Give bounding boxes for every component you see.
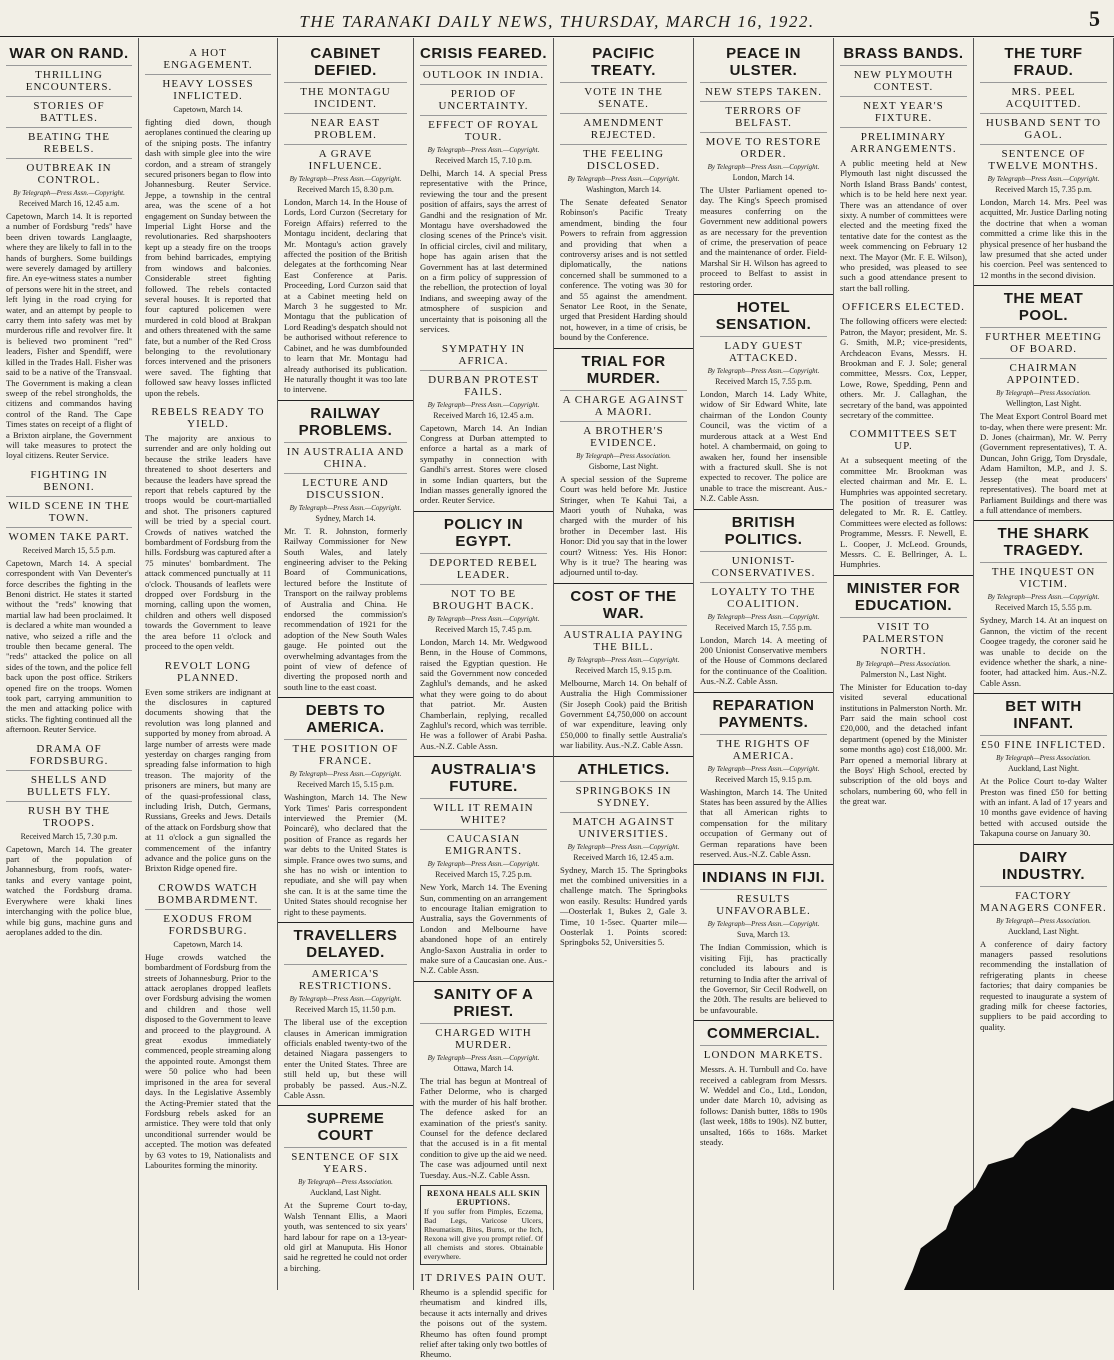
column-rule — [278, 922, 413, 923]
article-headline: CABINET DEFIED. — [310, 45, 381, 79]
sub-headline: SHELLS AND BULLETS FLY. — [6, 770, 132, 798]
article — [980, 520, 1107, 688]
dateline: Auckland, Last Night. — [309, 1188, 382, 1198]
article-body: The trial has begun at Montreal of Father Delorme, who is charged with the murder of his half brother. The defence asked for an examination of the priest's sanity. Counsel for the defence declared that the accused is in a fit mental condition to give up the aid we need. The case was adjourned until next Tuesday. Aus.-N.Z. Cable Assn. — [420, 1075, 547, 1180]
sub-headline: FURTHER MEETING OF BOARD. — [980, 327, 1107, 355]
article — [284, 922, 407, 1100]
article-headline: DAIRY INDUSTRY. — [1001, 848, 1086, 883]
article-body: Capetown, March 14. A special correspondent with Van Deventer's force describes the fighting in the Benoni district. He states it started without the "reds" knowing that martial law had been proclaimed. It is declared a white man wounded a native, who seized a rifle and the trouble then became general. The "reds" attacked the police on all sides of the town, and the police fell back upon the post office. Strikers opened fire on the troops. Women took part, carrying ammunition to the men and attacking police with sticks. The fighting continued all the afternoon. Reuter Service. — [6, 557, 132, 735]
article — [145, 403, 271, 652]
wire-credit: By Telegraph—Press Assn.—Copyright. — [707, 920, 820, 929]
column-1 — [0, 38, 139, 1290]
sub-headline: OUTBREAK IN CONTROL. — [6, 158, 132, 186]
sub-headline: SYMPATHY IN AFRICA. — [441, 342, 526, 367]
article — [700, 864, 827, 1015]
article-body: Messrs. A. H. Turnbull and Co. have received a cablegram from Messrs. W. Weddel and Co., Ltd., London, under date March 10, advising as follows: Danish butter, 188s to 190s (last week, 188s to 190s). NZ butter, unsalted, 166s to 168s. Market steady. — [700, 1064, 827, 1148]
column-8 — [974, 38, 1114, 1290]
article-headline: SANITY OF A PRIEST. — [433, 985, 534, 1020]
dateline: London, March 14. — [732, 173, 795, 182]
article-headline: WAR ON RAND. — [9, 45, 129, 62]
sub-headline: IN AUSTRALIA AND CHINA. — [284, 442, 407, 470]
sub-headline: EXODUS FROM FORDSBURG. — [145, 909, 271, 937]
sub-headline: AMERICA'S RESTRICTIONS. — [284, 964, 407, 992]
article — [420, 756, 547, 976]
column-rule — [834, 575, 973, 576]
column-rule — [554, 583, 693, 584]
sub-headline: RUSH BY THE TROOPS. — [6, 801, 132, 829]
sub-headline: LONDON MARKETS. — [700, 1045, 827, 1061]
column-7 — [834, 38, 974, 1290]
article-headline: TRAVELLERS DELAYED. — [293, 927, 398, 962]
article-body: The Meat Export Control Board met to-day, when there were present: Mr. D. Jones (chairman), Mr. W. Perry (Government representatives), T. A. Duncan, John Grigg, Tom Drysdale, Adam Hamilton, M.P., and J. S. Jessep (the meat producers' representatives). The board met at Parliament Buildings and there was a full attendance of members. — [980, 411, 1107, 515]
sub-headline: OFFICERS ELECTED. — [842, 301, 965, 314]
dateline: Received March 15, 7.45 p.m. — [435, 624, 532, 634]
sub-headline: VOTE IN THE SENATE. — [560, 82, 687, 110]
sub-headline: NOT TO BE BROUGHT BACK. — [420, 584, 547, 612]
article — [284, 697, 407, 917]
dateline: Capetown, March 14. — [173, 105, 243, 114]
article — [145, 44, 271, 398]
advertisement-text: If you suffer from Pimples, Eczema, Bad Legs, Varicose Ulcers, Rheumatism, Bites, Burns, or the Itch, Rexona will give you prompt relief. Of all chemists and stores. Obtainable everywhere. — [424, 1206, 543, 1261]
dateline: Received March 15, 5.5 p.m. — [22, 545, 116, 555]
newspaper-title: THE TARANAKI DAILY NEWS, THURSDAY, MARCH 16, 1922. — [299, 12, 815, 31]
dateline: Wellington, Last Night. — [1005, 399, 1082, 409]
article-headline: AUSTRALIA'S FUTURE. — [430, 761, 537, 796]
article-headline: THE SHARK TRAGEDY. — [997, 525, 1090, 560]
dateline: Received March 16, 12.45 a.m. — [18, 199, 120, 208]
column-rule — [278, 697, 413, 698]
article — [284, 45, 407, 395]
dateline: Sydney, March 14. — [315, 513, 376, 523]
column-rule — [278, 1105, 413, 1106]
sub-headline: A GRAVE INFLUENCE. — [284, 144, 407, 172]
column-rule — [974, 844, 1113, 845]
dateline: Received March 15, 9.15 p.m. — [715, 774, 812, 784]
sub-headline: REBELS READY TO YIELD. — [151, 405, 265, 430]
sub-headline: A BROTHER'S EVIDENCE. — [560, 421, 687, 449]
article-body: Capetown, March 14. The greater part of the population of Johannesburg, from roofs, water-tanks and every vantage point, watched the Fordsburg drama. Everywhere were khaki lines interchanging with the police blue, while big guns, machine guns and aeroplanes added to the din. — [6, 843, 132, 937]
article-body: A public meeting held at New Plymouth last night discussed the North Island Brass Bands' contest, which is to be held here next year. There was an attendance of over sixty. A number of committees were elected and the meeting fixed the tentative date for the contest as the week commencing on February 12 next. The Mayor (Mr. F. E. Wilson), who presided, was pleased to see such a good attendance present to start the ball rolling. — [840, 158, 967, 293]
dateline: Received March 15, 11.50 p.m. — [295, 1005, 396, 1015]
article-body: At the Police Court to-day Walter Preston was fined £50 for betting with an infant. A lad of 17 years and 10 months gave evidence of having betted with accused outside the Takapuna course on January 30. — [980, 776, 1107, 839]
sub-headline: OUTLOOK IN INDIA. — [420, 65, 547, 81]
sub-headline: WILL IT REMAIN WHITE? — [420, 798, 547, 826]
sub-headline: RESULTS UNFAVORABLE. — [700, 889, 827, 917]
sub-headline: MOVE TO RESTORE ORDER. — [700, 132, 827, 160]
sub-headline: SPRINGBOKS IN SYDNEY. — [560, 781, 687, 809]
article-body: Washington, March 14. The United States has been assured by the Allies that all American rights to compensation for the military occupation of Germany out of German reparations have been reserved. Aus.-N.Z. Cable Assn. — [700, 786, 827, 859]
dateline: Capetown, March 14. — [173, 939, 243, 949]
sub-headline: DEPORTED REBEL LEADER. — [420, 553, 547, 581]
dateline: Washington, March 14. — [586, 185, 661, 194]
sub-headline: TERRORS OF BELFAST. — [700, 101, 827, 129]
sub-headline: REVOLT LONG PLANNED. — [164, 659, 252, 684]
dateline: Received March 15, 8.30 p.m. — [297, 185, 394, 194]
article — [840, 425, 967, 569]
sub-headline: THE POSITION OF FRANCE. — [284, 739, 407, 767]
article — [700, 509, 827, 687]
masthead — [0, 0, 1114, 37]
sub-headline: THE INQUEST ON VICTIM. — [980, 562, 1107, 590]
sub-headline: THE MONTAGU INCIDENT. — [284, 82, 407, 110]
sub-headline: HEAVY LOSSES INFLICTED. — [145, 74, 271, 102]
dateline: Auckland, Last Night. — [1007, 764, 1080, 774]
article-headline: ATHLETICS. — [577, 760, 670, 778]
article — [980, 285, 1107, 515]
dateline: Ottawa, March 14. — [453, 1063, 514, 1073]
sub-headline: AUSTRALIA PAYING THE BILL. — [560, 625, 687, 653]
dateline: Received March 15, 7.55 p.m. — [715, 377, 812, 387]
column-2 — [139, 38, 278, 1290]
sub-headline: FIGHTING IN BENONI. — [30, 468, 108, 493]
dateline: Auckland, Last Night. — [1007, 926, 1080, 936]
article — [420, 1269, 547, 1360]
article-body: London, March 14. Mr. Wedgwood Benn, in the House of Commons, raised the Egyptian question. He said the Government now conceded Zaghlul's demands, and he asked what they were going to do about that patriot. Mr. Austen Chamberlain, replying, recalled Zaghlul's record, which was terrible. He was a follower of Arabi Pasha. Aus.-N.Z. Cable Assn. — [420, 636, 547, 751]
article — [840, 575, 967, 807]
article-body: At the Supreme Court to-day, Walsh Tennant Ellis, a Maori youth, was sentenced to six years' hard labour for rape on a 13-year-old girl at Manuputa. His Honor said he regretted he could not order a birching. — [284, 1200, 407, 1273]
dateline: Received March 15, 9.15 p.m. — [575, 665, 672, 675]
sub-headline: CAUCASIAN EMIGRANTS. — [420, 829, 547, 857]
article — [284, 400, 407, 693]
sub-headline: A HOT ENGAGEMENT. — [163, 47, 253, 71]
column-rule — [414, 981, 553, 982]
article-body: The majority are anxious to surrender and are only holding out because the strike leaders have threatened to shoot deserters and because the leaders have spread the report that rebels captured by the troops would be court-martialled and shot. The prisoners captured will be tried by a special court. Crowds of natives watched the bombardment of Fordsburg from the hills. Fordsburg was captured after a 75 minutes' bombardment. The attack commenced punctually at 11 o'clock. Thousands of leaflets were dropped over Fordsburg in the morning, calling upon the women, children and others well disposed towards the Government to leave the area before 11 o'clock and proceed to the open veldt. — [145, 432, 271, 652]
article-body: London, March 14. In the House of Lords, Lord Curzon (Secretary for Foreign Affairs) referred to the Montagu incident, declaring that Mr. Montagu's action gravely affected the position of the British delegates at the forthcoming Near East Conference at Paris. Proceeding, Lord Curzon said that at a Cabinet meeting held on March 3 he suggested to Mr. Montagu that the publication of Lord Reading's despatch should not be authorised without reference to Cabinet, and he was dumbfounded to learn that Mr. Montagu had already authorised its publication. He naturally thought it was too late to intervene. — [284, 197, 407, 395]
sub-headline: NEAR EAST PROBLEM. — [284, 113, 407, 141]
sub-headline: CHAIRMAN APPOINTED. — [980, 358, 1107, 386]
page-number: 5 — [1089, 6, 1100, 31]
article-body: London, March 14. Lady White, widow of Sir Edward White, late chairman of the London County Council, was the victim of a murderous attack at a West End hotel. A chambermaid, on going to awaken her, found her insensible with a fractured skull. She is not expected to recover. The police are unable to trace the miscreant. Aus.-N.Z. Cable Assn. — [700, 389, 827, 504]
article — [560, 756, 687, 948]
article-headline: BET WITH INFANT. — [1005, 698, 1082, 733]
sub-headline: BEATING THE REBELS. — [6, 127, 132, 155]
article-headline: TRIAL FOR MURDER. — [581, 352, 666, 387]
sub-headline: MRS. PEEL ACQUITTED. — [980, 82, 1107, 110]
article-body: The Ulster Parliament opened to-day. The King's Speech promised measures conferring on the Government new additional powers as are necessary for the prevention of crime, the preservation of peace and the maintenance of order. Field-Marshal Sir H. Wilson has agreed to proceed to Belfast to assist in restoring order. — [700, 185, 827, 289]
article — [560, 348, 687, 578]
article — [420, 511, 547, 751]
article-body: Melbourne, March 14. On behalf of Australia the High Commissioner (Sir Joseph Cook) paid the British Government £4,750,000 on account of war expenditure, leaving only £50,000 to finally settle Australia's war liability. Aus.-N.Z. Cable Assn. — [560, 677, 687, 751]
article-headline: HOTEL SENSATION. — [715, 299, 812, 334]
wire-credit: By Telegraph—Press Assn.—Copyright. — [567, 655, 680, 664]
sub-headline: VISIT TO PALMERSTON NORTH. — [840, 617, 967, 657]
wire-credit: By Telegraph—Press Assn.—Copyright. — [289, 503, 402, 512]
sub-headline: IT DRIVES PAIN OUT. — [420, 1271, 547, 1284]
wire-credit: By Telegraph—Press Association. — [298, 1178, 393, 1187]
article-body: Even some strikers are indignant at the disclosures in captured documents showing that the revolution was long planned and supported by money from abroad. A large number of arrests were made yesterday on charges ranging from spreading false information to high treason. The majority of the prisoners are miners, but many are of the quasi-professional class, including Irish, Dutch, Germans, Russians, Greeks and Jews. Details of the attack on Fordsburg show that at 11 o'clock a gun signalled the commencement of the infantry advance and the police guns on the Brixton Ridge opened fire. — [145, 686, 271, 874]
column-4 — [414, 38, 554, 1360]
wire-credit: By Telegraph—Press Assn.—Copyright. — [707, 764, 820, 773]
wire-credit: By Telegraph—Press Assn.—Copyright. — [13, 189, 125, 197]
sub-headline: THE FEELING DISCLOSED. — [560, 144, 687, 172]
sub-headline: EFFECT OF ROYAL TOUR. — [420, 115, 547, 143]
article-headline: THE TURF FRAUD. — [1004, 45, 1083, 79]
column-rule — [974, 520, 1113, 521]
sub-headline: HUSBAND SENT TO GAOL. — [980, 113, 1107, 141]
article — [6, 740, 132, 938]
article-body: Delhi, March 14. A special Press representative with the Prince, reviewing the tour and the present position of affairs, says the arrest of Gandhi and the resignation of Mr. Montagu have overshadowed the closing scenes of the Prince's visit. In official circles, civil and military, hope has again arisen that the Government has at last determined on a firm policy of suppression of the rebellion, the protection of loyal Indians, and sweeping away of the atmosphere of suspicion and uncertainty that is poisoning all the services. — [420, 168, 547, 335]
article-body: London, March 14. Mrs. Peel was acquitted, Mr. Justice Darling noting the doctrine that when a woman committed a crime like this in the physical presence of her husband the law presumed that she acted under his coercion. Peel was sentenced to 12 months in the second division. — [980, 197, 1107, 280]
article — [560, 45, 687, 343]
wire-credit: By Telegraph—Press Assn.—Copyright. — [987, 593, 1100, 602]
sub-headline: DURBAN PROTEST FAILS. — [420, 370, 547, 398]
sub-headline: DRAMA OF FORDSBURG. — [29, 742, 109, 767]
sub-headline: CHARGED WITH MURDER. — [420, 1023, 547, 1051]
article-body: fighting died down, though aeroplanes continued the clearing up of the sniping posts. The infantry dash with simple glee into the wire cordon, and a stream of strangely secured prisoners began to flow into Johannesburg. Reuter Service. Jeppe, a township in the central area, was the scene of a hot engagement on Sunday between the Imperial Light Horse and the revolutionaries. Red sharpshooters kept up a steady fire on the troops from behind barricades, emptying from windows and balconies. Considerable street fighting followed. The rebels contacted several houses. It is reported that four captured policemen were murdered in cold blood at Brakpan and others threatened with the same fate, but a number of the Red Cross belonging to the revolutionary forces intervened and the prisoners were saved. The fighting that followed saw heavy losses inflicted upon the rebels. — [145, 117, 271, 398]
article — [6, 466, 132, 735]
dateline: Received March 16, 12.45 a.m. — [433, 410, 534, 420]
dateline: Received March 15, 7.10 p.m. — [435, 156, 532, 165]
sub-headline: SENTENCE OF SIX YEARS. — [284, 1147, 407, 1175]
article-body: A conference of dairy factory managers passed resolutions recommending the installation of refrigerating plants in cheese factories; that dairy companies be requested to inaugurate a system of grading milk for cheese factories, suppliers to be paid according to quality. — [980, 938, 1107, 1032]
article-body: Washington, March 14. The New York Times' Paris correspondent interviewed the Premier (M. Poincaré), who declared that the position of France as regards her war debts to the United States is simple. France owes two sums, and she has no wish or intention to repudiate, and she will pay when she can. It is at the same time the United States should recognise her right to these payments. — [284, 792, 407, 917]
sub-headline: LADY GUEST ATTACKED. — [700, 336, 827, 364]
sub-headline: AMENDMENT REJECTED. — [560, 113, 687, 141]
wire-credit: By Telegraph—Press Association. — [996, 389, 1091, 398]
wire-credit: By Telegraph—Press Assn.—Copyright. — [567, 842, 680, 851]
article-headline: DEBTS TO AMERICA. — [305, 702, 386, 737]
article-body: At a subsequent meeting of the committee Mr. Brookman was elected chairman and Mr. E. L. Humphries was appointed secretary. The position of treasurer was delegated to Mr. R. E. Cattley. Committees were elected as follows: Programme, Messrs. F. Newell, E. L. Cooper, J. McLeod. Grounds, Messrs. C. E. Bellringer, A. L. Humphries. — [840, 455, 967, 570]
article — [840, 45, 967, 293]
wire-credit: By Telegraph—Press Assn.—Copyright. — [289, 175, 402, 183]
article-body: The liberal use of the exception clauses in American immigration officials enabled twenty-two of the detained Niagara passengers to enter the United States. Three are still held up, but these will probably be passed. Aus.-N.Z. Cable Assn. — [284, 1017, 407, 1100]
sub-headline: LOYALTY TO THE COALITION. — [700, 582, 827, 610]
article-body: Capetown, March 14. An Indian Congress at Durban attempted to enforce a hartal as a mark of sympathy in connection with Gandhi's arrest. Stores were closed in some Indian quarters, but the Indian masses generally ignored the order. Reuter Service. — [420, 422, 547, 506]
article-body: New York, March 14. The Evening Sun, commenting on an arrangement to encourage Italian emigration to Australia, says the Governments of London and Melbourne have abandoned hope of an entirely Anglo-Saxon Australia in order to make sure of a Caucasian one. Aus.-N.Z. Cable Assn. — [420, 882, 547, 976]
sub-headline: THRILLING ENCOUNTERS. — [6, 65, 132, 93]
advertisement-heading: REXONA HEALS ALL SKIN ERUPTIONS. — [427, 1188, 540, 1207]
article-headline: BRITISH POLITICS. — [724, 513, 803, 548]
column-rule — [694, 692, 833, 693]
advertisement — [420, 1185, 547, 1265]
article-body: The Senate defeated Senator Robinson's Pacific Treaty amendment, binding the four Powers to refrain from aggression and providing that when a controversy arises and is not settled diplomatically, the nations concerned shall be summoned to a conference. The voting was 30 for and 55 against the amendment. Senator Lee Root, in the Senate, urged that President Harding should not, however, in a time of crisis, be bound by the Conference. — [560, 197, 687, 343]
article-headline: POLICY IN EGYPT. — [443, 515, 524, 550]
wire-credit: By Telegraph—Press Assn.—Copyright. — [427, 614, 540, 623]
article-body: Sydney, March 14. At an inquest on Gannon, the victim of the recent Coogee tragedy, the coroner said he was unable to decide on the evidence whether the shark, a nine-footer, had attacked him. Aus.-N.Z. Cable Assn. — [980, 615, 1107, 688]
article — [420, 45, 547, 335]
wire-credit: By Telegraph—Press Assn.—Copyright. — [427, 146, 540, 154]
article-body: Mr. T. R. Johnston, formerly Railway Commissioner for New South Wales, and lately engineering adviser to the Peking Board of Communications, lectured before the Institute of Transport on the railway problems of Australia and China. He endorsed the commission's recommendation of 1921 for the adoption of the New South Wales gauge. He pointed out the overwhelming advantages from the point of view of defence of diverting the proposed north and south line to the east coast. — [284, 525, 407, 692]
dateline: Suva, March 13. — [737, 930, 790, 940]
article-body: The Minister for Education to-day visited several educational institutions in Palmerston North. Mr. Parr said the main school cost £20,000, and the detached infant department (opened by the Minister some months ago) cost £18,000. Mr. Parr opened a memorial library at the Boys' High School, erected by subscription of the old boys and scholars, numbering 60, who fell in the great war. — [840, 681, 967, 807]
column-rule — [974, 285, 1113, 286]
article — [284, 1105, 407, 1273]
column-rule — [554, 348, 693, 349]
article-body: Capetown, March 14. It is reported a number of Fordsburg "reds" have been driven towards Langlaagte, where they are likely to fall in to the hands of burghers. Some buildings were severely damaged by artillery fire. An eye-witness states a number of persons were hit in the street, and left lying in the road crying for water, and an attempt by people to carry them into safety was met by murderous rifle and revolver fire. It is believed two prominent "red" leaders, Fisher and Spendiff, were killed in the Trades Hall. Fisher was said to be a native of the Transvaal. The Government is making a clean sweep of the rebel strongholds, the citizens and commandos having control of the Rand. The Cape Times states on receipt of a flight of a Brixton airplane, the Government will take measures to protect the loyal citizens. Reuter Service. — [6, 211, 132, 461]
column-rule — [414, 756, 553, 757]
article-headline: BRASS BANDS. — [843, 45, 964, 62]
dateline: Received March 15, 5.15 p.m. — [297, 780, 394, 790]
article-body: Huge crowds watched the bombardment of Fordsburg from the streets of Johannesburg. Prior to the attack aeroplanes dropped leaflets over Fordsburg advising the women and children and those well disposed to the Government to leave and proceed to the playground. A great exodus immediately commenced, people streaming along the appointed route. Amongst them were 50 police who had been imprisoned in the area for several days. In the Legislative Assembly the Acting-Premier stated that the Fordsburg rebels asked for an armistice. They were told that only unconditional surrender would be accepted. The motion was defeated by 63 votes to 19, Nationalists and Labourites forming the minority. — [145, 951, 271, 1170]
sub-headline: PRELIMINARY ARRANGEMENTS. — [840, 127, 967, 155]
wire-credit: By Telegraph—Press Association. — [856, 659, 951, 668]
sub-headline: SENTENCE OF TWELVE MONTHS. — [980, 144, 1107, 172]
dateline: Received March 15, 7.35 p.m. — [995, 185, 1092, 194]
column-rule — [694, 864, 833, 865]
sub-headline: CROWDS WATCH BOMBARDMENT. — [157, 881, 259, 906]
article — [420, 340, 547, 506]
column-rule — [694, 1020, 833, 1021]
wire-credit: By Telegraph—Press Association. — [996, 916, 1091, 925]
article-body: Sydney, March 15. The Springboks met the combined universities in a challenge match. The Springboks won easily. Results: Hundred yards—Oosterlak 1, Bukes 2, Gale 3. Time, 10 1-5sec. Quarter mile—Oosterlak 1. Points scored: Springboks 52, Universities 5. — [560, 864, 687, 948]
column-3 — [278, 38, 414, 1290]
columns-container — [0, 38, 1114, 1360]
article-body: The Indian Commission, which is visiting Fiji, has practically concluded its labours and is returning to India after the arrival of the Governor, Sir Cecil Rodwell, on the 20th. The results are believed to be unfavourable. — [700, 942, 827, 1015]
sub-headline: NEXT YEAR'S FIXTURE. — [840, 96, 967, 124]
article-headline: RAILWAY PROBLEMS. — [298, 404, 393, 439]
article-headline: SUPREME COURT — [306, 1110, 385, 1145]
column-6 — [694, 38, 834, 1290]
wire-credit: By Telegraph—Press Assn.—Copyright. — [567, 175, 680, 183]
wire-credit: By Telegraph—Press Assn.—Copyright. — [427, 860, 540, 869]
dateline: Received March 16, 12.45 a.m. — [573, 852, 674, 862]
column-5 — [554, 38, 694, 1290]
sub-headline: THE RIGHTS OF AMERICA. — [700, 734, 827, 762]
sub-headline: LECTURE AND DISCUSSION. — [284, 473, 407, 501]
dateline: Received March 15, 5.55 p.m. — [995, 603, 1092, 613]
wire-credit: By Telegraph—Press Assn.—Copyright. — [427, 1053, 540, 1062]
sub-headline: £50 FINE INFLICTED. — [980, 735, 1107, 751]
article — [145, 657, 271, 874]
sub-headline: MATCH AGAINST UNIVERSITIES. — [560, 812, 687, 840]
dateline: Received March 15, 7.55 p.m. — [715, 622, 812, 632]
article — [700, 692, 827, 860]
dateline: Gisborne, Last Night. — [588, 461, 659, 471]
sub-headline: NEW STEPS TAKEN. — [700, 82, 827, 98]
wire-credit: By Telegraph—Press Assn.—Copyright. — [987, 175, 1100, 183]
sub-headline: STORIES OF BATTLES. — [6, 96, 132, 124]
article-headline: MINISTER FOR EDUCATION. — [846, 579, 961, 614]
article — [145, 879, 271, 1171]
article-body: The following officers were elected: Patron, the Mayor; president, Mr. S. G. Smith, M.P.; vice-presidents, Archdeacon Evans, Messrs. H. Brookman and F. J. Sole; general committee, Messrs. Cox, Lepper, Lowe, Rowe, Spedding, Penn and others. Mr. J. Callaghan, the secretary of the band, was appointed secretary of the committee. — [840, 316, 967, 420]
dateline: Received March 15, 7.30 p.m. — [20, 831, 118, 841]
wire-credit: By Telegraph—Press Assn.—Copyright. — [289, 770, 402, 779]
wire-credit: By Telegraph—Press Association. — [576, 451, 671, 460]
column-rule — [278, 400, 413, 401]
article-headline: PEACE IN ULSTER. — [726, 45, 801, 79]
dateline: Received March 15, 7.25 p.m. — [435, 870, 532, 880]
article-headline: THE MEAT POOL. — [1003, 290, 1084, 325]
column-rule — [414, 511, 553, 512]
article-headline: INDIANS IN FIJI. — [701, 869, 825, 887]
column-rule — [694, 294, 833, 295]
sub-headline: FACTORY MANAGERS CONFER. — [980, 886, 1107, 914]
wire-credit: By Telegraph—Press Association. — [996, 754, 1091, 763]
wire-credit: By Telegraph—Press Assn.—Copyright. — [707, 367, 820, 376]
article — [560, 583, 687, 751]
article-headline: CRISIS FEARED. — [420, 45, 548, 62]
article-body: A special session of the Supreme Court was held before Mr. Justice Stringer, when Te Kahui Tai, a Maori youth of Nuhaka, was charged with the murder of his brother in December last. His Honor: Did you say that in the lower court? Witness: Yes. His Honor: Why is it true? The hearing was adjourned until to-day. — [560, 473, 687, 578]
article — [700, 45, 827, 289]
article — [980, 844, 1107, 1033]
article — [6, 45, 132, 461]
sub-headline: WILD SCENE IN THE TOWN. — [6, 496, 132, 524]
article-body: Rheumo is a splendid specific for rheumatism and kindred ills, because it acts internally and drives the poisons out of the system. Rheumo has often found prompt relief after taking only two bottles of Rheumo. — [420, 1286, 547, 1360]
article-headline: COST OF THE WAR. — [570, 587, 677, 622]
sub-headline: COMMITTEES SET UP. — [849, 428, 958, 453]
sub-headline: A CHARGE AGAINST A MAORI. — [560, 390, 687, 418]
article — [980, 45, 1107, 280]
column-rule — [554, 756, 693, 757]
wire-credit: By Telegraph—Press Assn.—Copyright. — [289, 995, 402, 1004]
wire-credit: By Telegraph—Press Assn.—Copyright. — [427, 400, 540, 409]
sub-headline: PERIOD OF UNCERTAINTY. — [420, 84, 547, 112]
article-headline: REPARATION PAYMENTS. — [712, 696, 815, 731]
column-rule — [694, 509, 833, 510]
wire-credit: By Telegraph—Press Assn.—Copyright. — [707, 612, 820, 621]
sub-headline: WOMEN TAKE PART. — [6, 527, 132, 543]
article — [700, 294, 827, 503]
wire-credit: By Telegraph—Press Assn.—Copyright. — [707, 163, 820, 171]
article-body: London, March 14. A meeting of 200 Unionist Conservative members of the House of Commons declared for the continuance of the Coalition. Aus.-N.Z. Cable Assn. — [700, 634, 827, 687]
article — [700, 1020, 827, 1147]
article-headline: PACIFIC TREATY. — [591, 45, 656, 79]
article — [840, 298, 967, 420]
article — [420, 981, 547, 1180]
dateline: Palmerston N., Last Night. — [860, 669, 947, 679]
sub-headline: NEW PLYMOUTH CONTEST. — [840, 65, 967, 93]
sub-headline: UNIONIST-CONSERVATIVES. — [700, 551, 827, 579]
column-rule — [974, 693, 1113, 694]
article-headline: COMMERCIAL. — [707, 1025, 820, 1043]
article — [980, 693, 1107, 838]
